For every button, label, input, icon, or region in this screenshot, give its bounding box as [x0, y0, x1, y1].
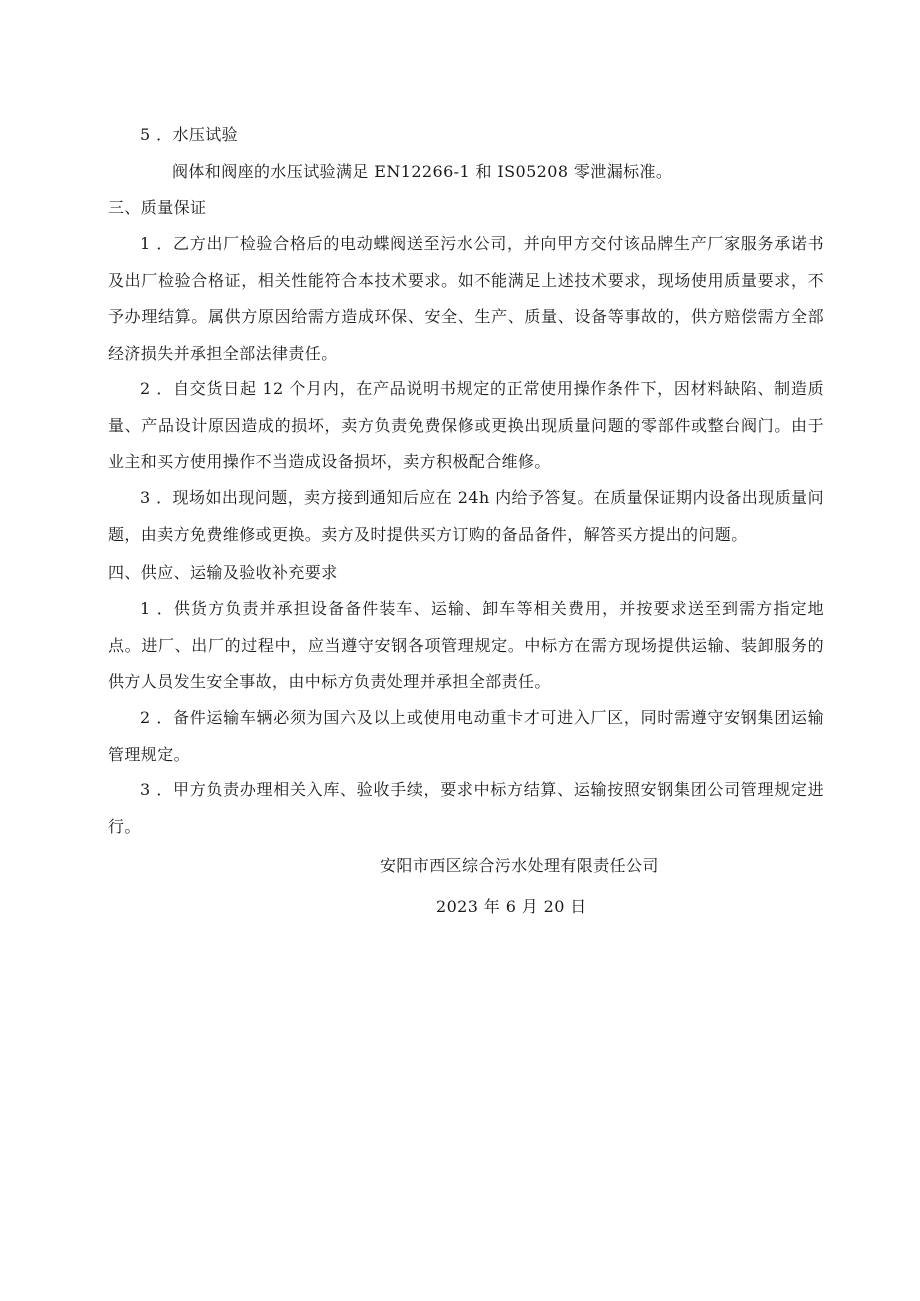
- section-3-item-2: 2 ．自交货日起 12 个月内，在产品说明书规定的正常使用操作条件下，因材料缺陷、制造质量、产品设计原因造成的损坏，卖方负责免费保修或更换出现质量问题的零部件或整台阀门。由于业主和买方使用操作不当造成设备损坏，卖方积极配合维修。: [108, 379, 824, 471]
- signature-company: 安阳市西区综合污水处理有限责任公司: [380, 856, 659, 875]
- section-5-heading: 5 ．水压试验: [140, 125, 239, 144]
- section-3-item-1: 1 ．乙方出厂检验合格后的电动蝶阀送至污水公司，并向甲方交付该品牌生产厂家服务承诺书及出厂检验合格证，相关性能符合本技术要求。如不能满足上述技术要求，现场使用质量要求，不予办理结算。属供方原因给需方造成环保、安全、生产、质量、设备等事故的，供方赔偿需方全部经济损失并承担全部法律责任。: [108, 234, 824, 363]
- section-4-item-2: 2 ．备件运输车辆必须为国六及以上或使用电动重卡才可进入厂区，同时需遵守安钢集团运输管理规定。: [108, 708, 824, 764]
- section-5-body: 阀体和阀座的水压试验满足 EN12266-1 和 IS05208 零泄漏标准。: [172, 162, 673, 181]
- section-4-item-3: 3 ．甲方负责办理相关入库、验收手续，要求中标方结算、运输按照安钢集团公司管理规定进行。: [108, 780, 824, 836]
- section-4-heading: 四、供应、运输及验收补充要求: [108, 563, 338, 582]
- section-4-item-1: 1 ．供货方负责并承担设备备件装车、运输、卸车等相关费用，并按要求送至到需方指定地点。进厂、出厂的过程中，应当遵守安钢各项管理规定。中标方在需方现场提供运输、装卸服务的供方人员发生安全事故，由中标方负责处理并承担全部责任。: [108, 599, 824, 691]
- signature-date: 2023 年 6 月 20 日: [436, 897, 587, 916]
- section-3-item-3: 3 ．现场如出现问题，卖方接到通知后应在 24h 内给予答复。在质量保证期内设备出现质量问题，由卖方免费维修或更换。卖方及时提供买方订购的备品备件，解答买方提出的问题。: [108, 488, 824, 544]
- section-3-heading: 三、质量保证: [108, 198, 207, 217]
